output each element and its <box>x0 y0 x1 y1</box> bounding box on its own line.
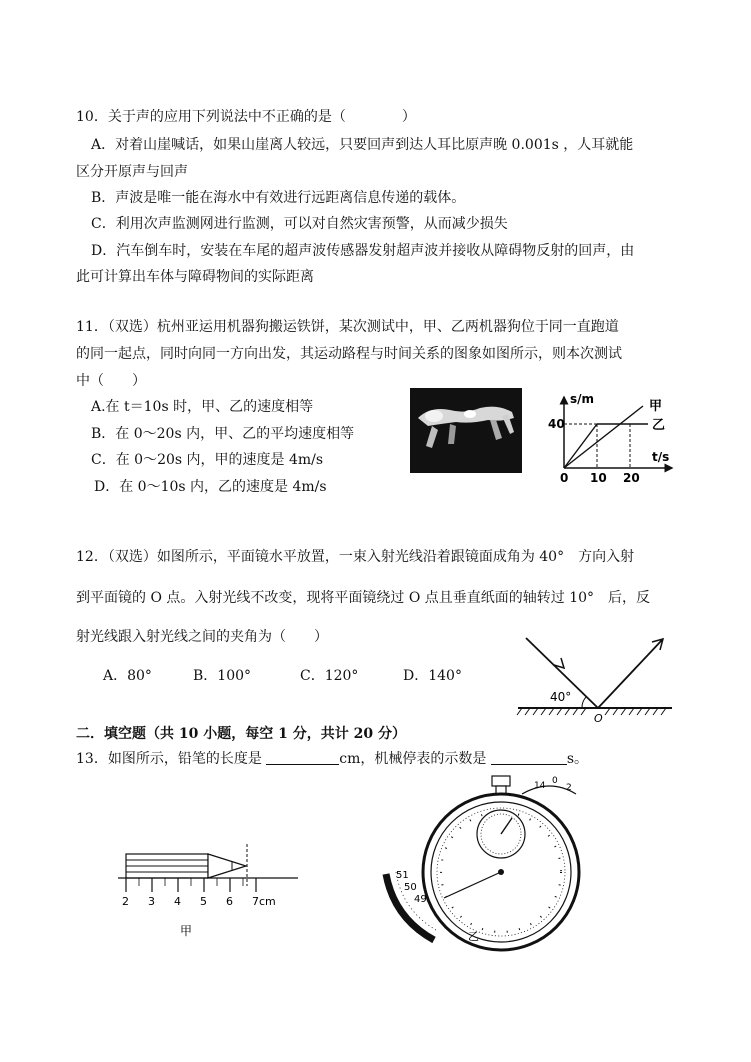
q13-stem <box>76 750 588 768</box>
graph-label-yi: 乙 <box>652 418 666 433</box>
stopwatch-crown <box>492 776 510 786</box>
robot-dog-photo <box>410 388 522 473</box>
q13-text-1: 13．如图所示，铅笔的长度是 <box>76 751 262 767</box>
q11-option-a: A.在 t＝10s 时，甲、乙的速度相等 <box>91 399 314 415</box>
graph-x-tick-10: 10 <box>590 471 607 485</box>
q12-option-d: D．140° <box>403 668 462 684</box>
q12-option-c: C．120° <box>300 668 359 684</box>
graph-ylabel: s/m <box>570 392 595 406</box>
mirror-reflection-figure <box>512 628 682 724</box>
ruler-tick-4: 4 <box>174 895 181 908</box>
q13-text-3: s。 <box>566 751 589 767</box>
ruler-tick-6: 6 <box>226 895 233 908</box>
graph-x-tick-0: 0 <box>560 471 569 485</box>
zoom-label-51: 51 <box>396 870 409 881</box>
stopwatch-figure <box>372 772 587 942</box>
caption-yi: 乙 <box>468 930 479 943</box>
q11-option-b: B．在 0～20s 内，甲、乙的平均速度相等 <box>91 426 355 442</box>
callout-label-0: 0 <box>552 776 558 786</box>
s-t-graph <box>548 393 678 485</box>
ruler-tick-2: 2 <box>122 895 129 908</box>
callout-label-14: 14 <box>534 781 546 791</box>
q13-text-2: cm，机械停表的示数是 <box>339 751 487 767</box>
q12-stem-cont2: 射光线跟入射光线之间的夹角为（ ） <box>76 629 328 645</box>
callout-label-2: 2 <box>566 783 572 793</box>
stopwatch-reading-blank[interactable] <box>491 750 567 765</box>
section-title: 二．填空题（共 10 小题，每空 1 分，共计 20 分） <box>76 726 406 742</box>
q10-option-d-cont: 此可计算出车体与障碍物间的实际距离 <box>76 269 314 285</box>
zoom-label-50: 50 <box>404 882 417 893</box>
q10-option-d: D．汽车倒车时，安装在车尾的超声波传感器发射超声波并接收从障碍物反射的回声，由 <box>91 243 635 259</box>
graph-label-jia: 甲 <box>649 399 663 414</box>
incident-angle-label: 40° <box>550 690 572 704</box>
q12-option-b: B．100° <box>193 668 252 684</box>
graph-y-tick: 40 <box>548 417 565 431</box>
graph-line-jia <box>564 406 643 468</box>
q10-option-b: B．声波是唯一能在海水中有效进行远距离信息传递的载体。 <box>91 190 466 206</box>
graph-x-tick-20: 20 <box>623 471 640 485</box>
q12-option-a: A．80° <box>103 668 152 684</box>
q10-stem: 10．关于声的应用下列说法中不正确的是（ ） <box>76 109 416 125</box>
q10-option-c: C．利用次声监测网进行监测，可以对自然灾害预警，从而减少损失 <box>91 216 508 232</box>
ruler-tick-7cm: 7cm <box>252 895 276 908</box>
ruler-tick-5: 5 <box>200 895 207 908</box>
q11-stem-cont: 的同一起点，同时向同一方向出发，其运动路程与时间关系的图象如图所示，则本次测试 <box>76 346 622 362</box>
q11-stem: 11．（双选）杭州亚运用机器狗搬运铁饼，某次测试中，甲、乙两机器狗位于同一直跑道 <box>76 319 619 335</box>
q12-stem: 12．（双选）如图所示，平面镜水平放置，一束入射光线沿着跟镜面成角为 40° 方向入射 <box>76 549 635 565</box>
pencil-length-blank[interactable] <box>266 750 339 765</box>
q12-stem-cont: 到平面镜的 O 点。入射光线不改变，现将平面镜绕过 O 点且垂直纸面的轴转过 10° 后，反 <box>76 590 651 606</box>
q10-option-a-cont: 区分开原声与回声 <box>76 164 188 180</box>
q11-stem-cont2: 中（ ） <box>76 373 146 389</box>
q10-option-a: A．对着山崖喊话，如果山崖离人较远，只要回声到达人耳比原声晚 0.001s ，人耳就能 <box>91 137 634 153</box>
caption-jia: 甲 <box>180 924 193 938</box>
zoom-label-49: 49 <box>414 894 427 905</box>
point-o-label: O <box>594 712 603 725</box>
q11-option-d: D．在 0～10s 内，乙的速度是 4m/s <box>94 479 327 495</box>
ruler-tick-3: 3 <box>148 895 155 908</box>
pencil-ruler-figure <box>110 840 310 940</box>
q11-option-c: C．在 0～20s 内，甲的速度是 4m/s <box>91 452 324 468</box>
reflected-ray <box>598 640 662 708</box>
pencil <box>126 854 246 878</box>
graph-xlabel: t/s <box>652 450 670 464</box>
